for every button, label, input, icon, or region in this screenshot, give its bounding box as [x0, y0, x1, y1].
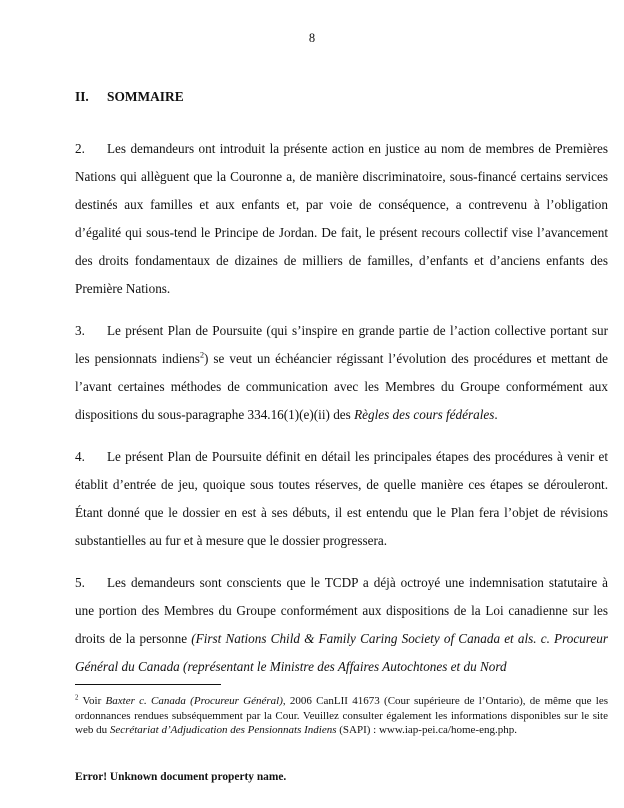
document-content	[0, 89, 624, 681]
paragraph-3	[75, 317, 608, 429]
page-number: 8	[308, 31, 316, 45]
section-heading-numeral: II.	[75, 89, 89, 104]
paragraph-5-number: 5.	[75, 575, 85, 590]
paragraph-2-text: Les demandeurs ont introduit la présente action en justice au nom de membres de Premières Nations qui allèguent que la Couronne a, de manière discriminatoire, sous-financé certains services destinés aux familles et aux enfants et, par voie de conséquence, a contrevenu à l’obligation d’égalité qui sous-tend le Principe de Jordan. De fait, le présent recours collectif vise l’avancement des droits fondamentaux de dizaines de milliers de familles, d’enfants et d’anciens enfants des Première Nations.	[75, 141, 608, 296]
footer-error-text: Error! Unknown document property name.	[75, 771, 287, 783]
section-heading-title: SOMMAIRE	[107, 89, 184, 104]
paragraph-3-text: Le présent Plan de Poursuite (qui s’inspire en grande partie de l’action collective portant sur les pensionnats indiens$^2$) se veut un échéancier régissant l’évolution des procédures et mettant de l’avant certaines méthodes de communication avec les Membres du Groupe conformément aux dispositions du sous-paragraphe 334.16(1)(e)(ii) des Règles des cours fédérales.	[75, 323, 608, 422]
section-heading	[75, 89, 608, 105]
footnote: $^2$ Voir Baxter c. Canada (Procureur Général), 2006 CanLII 41673 (Cour supérieure de l’Ontario), de même que les ordonnances rendues subséquemment par la Cour. Veuillez consulter également les informations disponibles sur le site web du Secrétariat d’Adjudication des Pensionnats Indiens (SAPI) : www.iap-pei.ca/home-eng.php.	[75, 694, 608, 737]
paragraph-4	[75, 443, 608, 555]
paragraph-3-number: 3.	[75, 323, 85, 338]
paragraph-4-text: Le présent Plan de Poursuite définit en détail les principales étapes des procédures à venir et établit d’entrée de jeu, quoique sous toutes réserves, de quelle manière ces étapes se dérouleront. Étant donné que le dossier en est à ses débuts, il est entendu que le Plan fera l’objet de révisions substantielles au fur et à mesure que le dossier progressera.	[75, 449, 608, 548]
paragraph-5-text: Les demandeurs sont conscients que le TCDP a déjà octroyé une indemnisation statutaire à une portion des Membres du Groupe conformément aux dispositions de la Loi canadienne sur les droits de la personne (First Nations Child & Family Caring Society of Canada et als. c. Procureur Général du Canada (représentant le Ministre des Affaires Autochtones et du Nord	[75, 575, 608, 674]
paragraph-2-number: 2.	[75, 141, 85, 156]
footnote-separator	[75, 684, 221, 685]
paragraph-4-number: 4.	[75, 449, 85, 464]
paragraph-2	[75, 135, 608, 303]
paragraph-5	[75, 569, 608, 681]
